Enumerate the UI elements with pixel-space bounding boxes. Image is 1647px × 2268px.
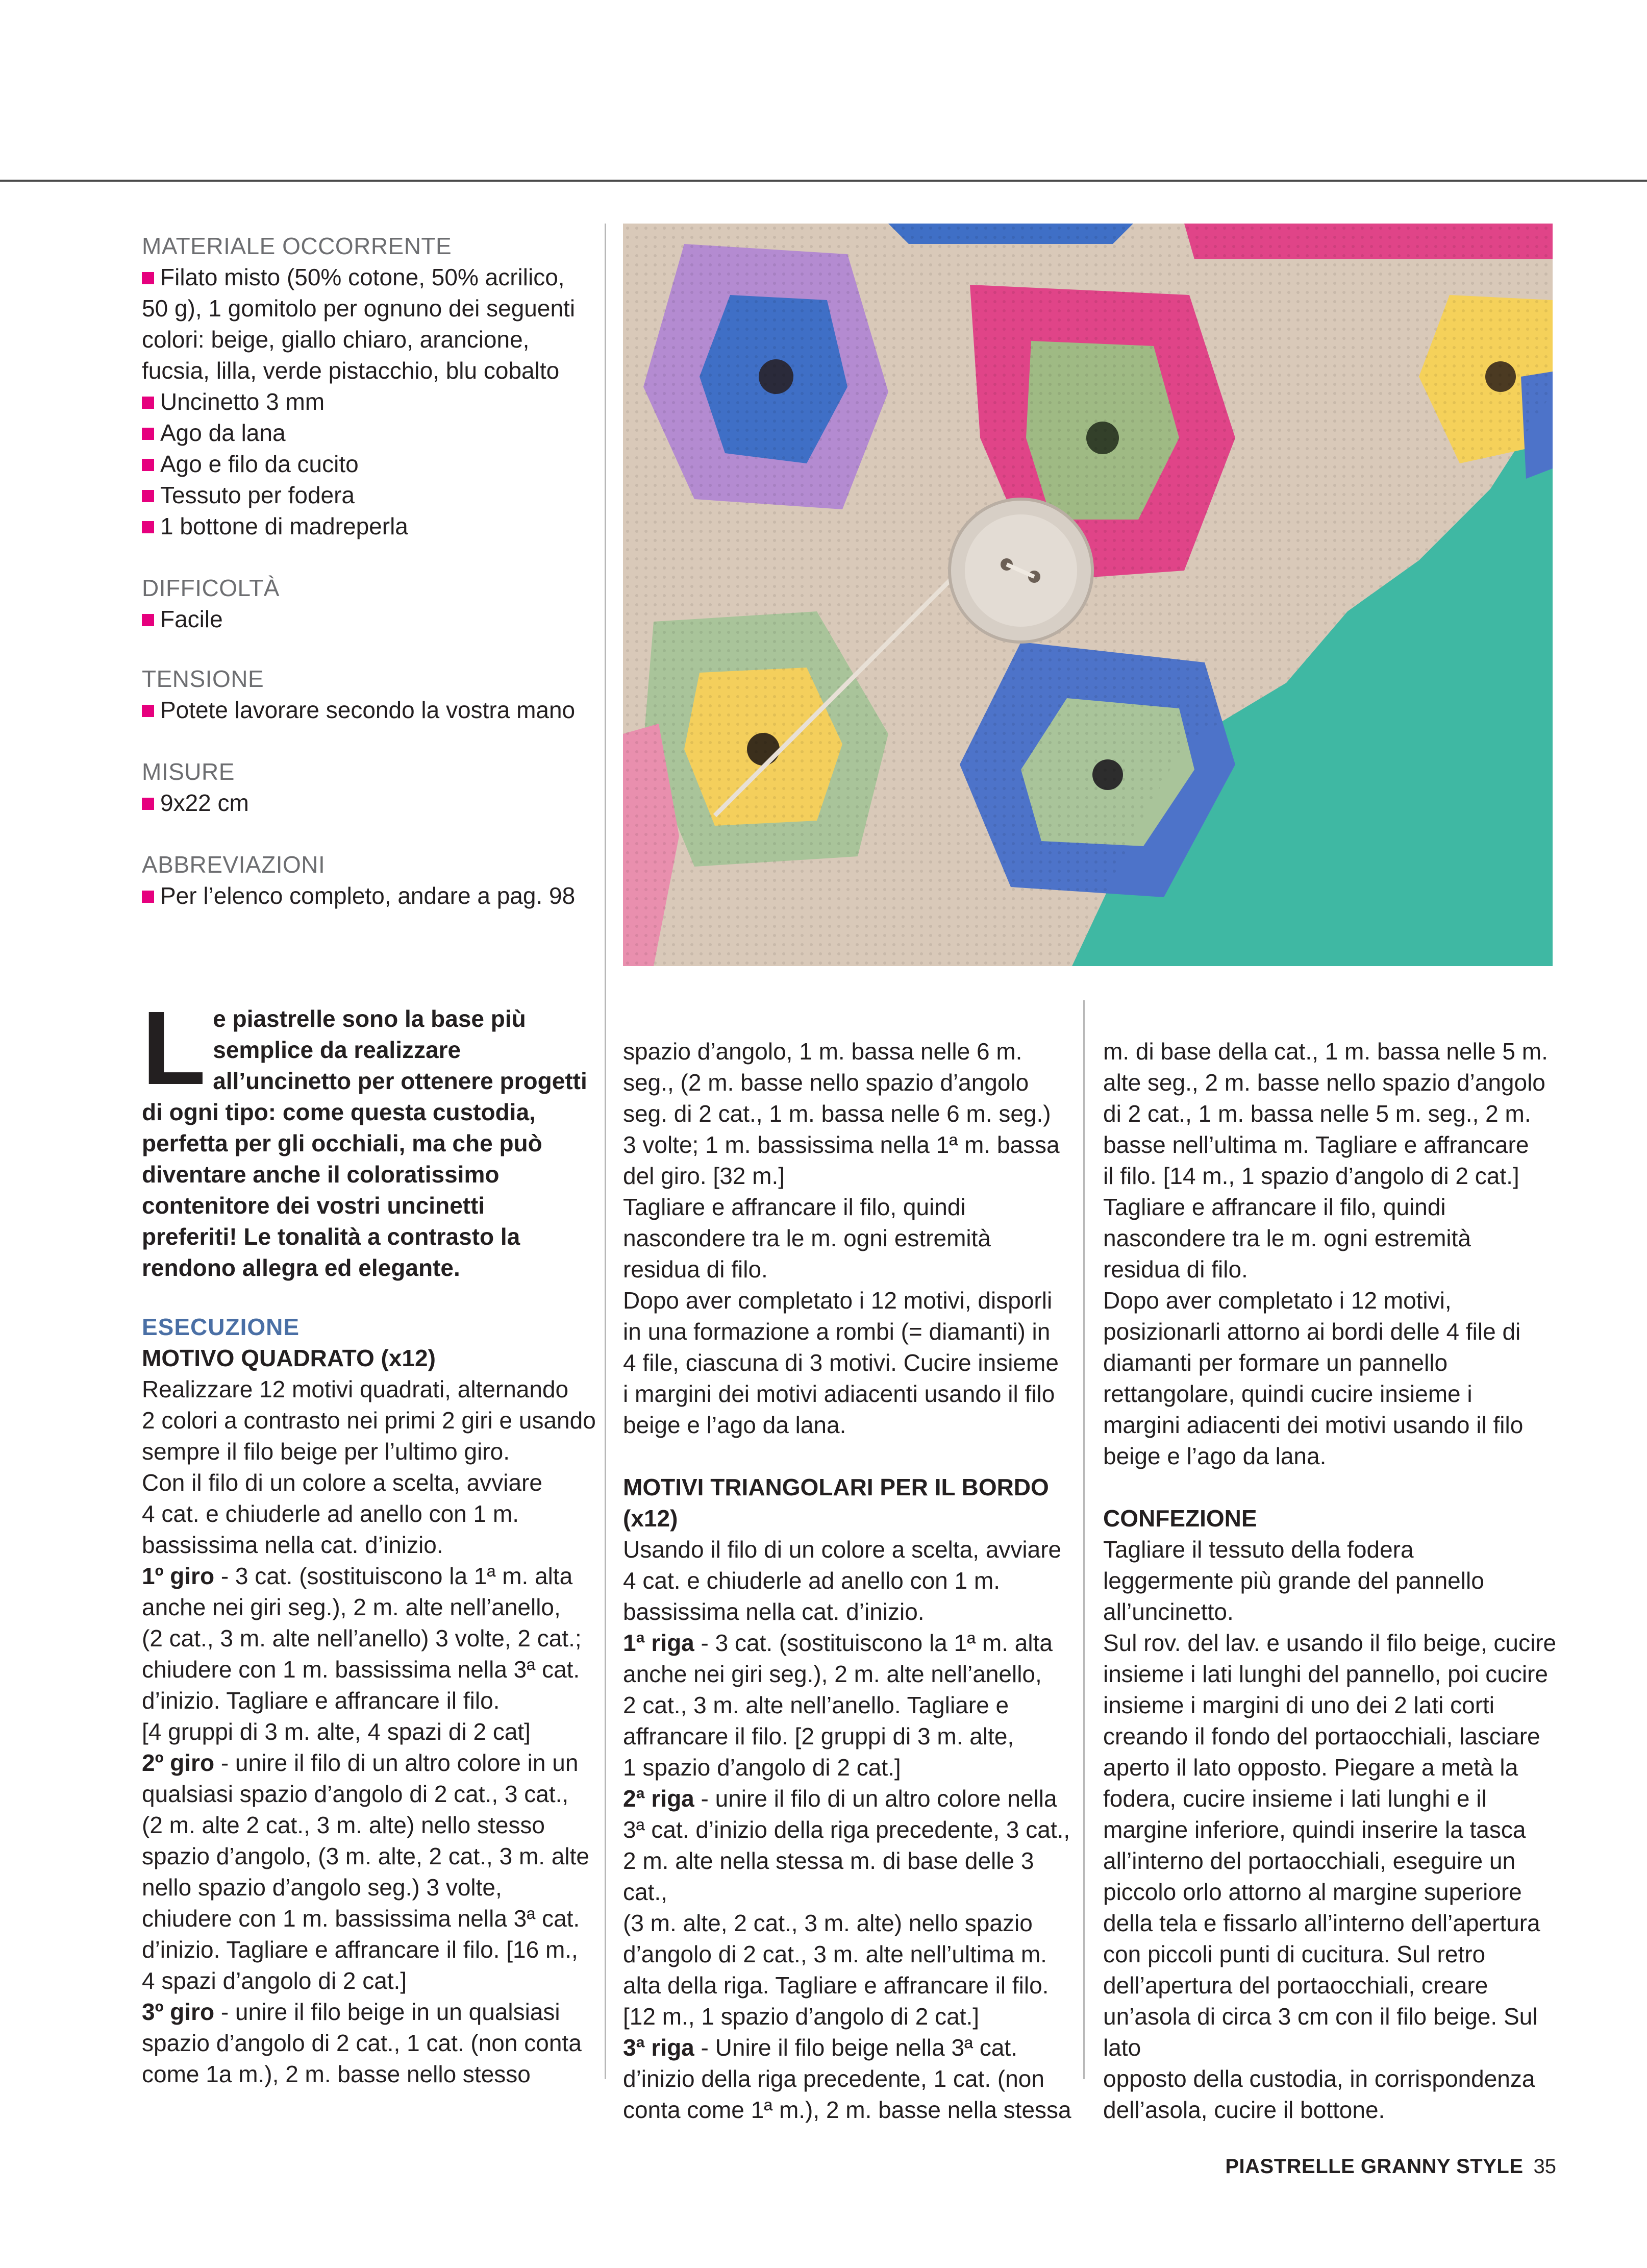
text-line: leggermente più grande del pannello [1103,1567,1484,1594]
abbreviations-heading: ABBREVIAZIONI [142,851,326,878]
bullet-icon [142,272,154,284]
text-line: beige e l’ago da lana. [1103,1443,1327,1469]
text-line: bassissima nella cat. d’inizio. [623,1598,925,1625]
crochet-photo-icon [623,224,1553,966]
text-line: piccolo orlo attorno al margine superiore [1103,1879,1522,1905]
sizes-heading: MISURE [142,758,235,785]
text-line: nello spazio d’angolo seg.) 3 volte, [142,1874,502,1901]
text-line: spazio d’angolo, 1 m. bassa nelle 6 m. [623,1038,1022,1065]
top-rule [0,180,1647,182]
text-line: Con il filo di un colore a scelta, avviare [142,1469,542,1496]
text-line: della tela e fissarlo all’interno dell’apertura [1103,1910,1540,1936]
bullet-icon [142,428,154,440]
bullet-icon [142,798,154,810]
text-line: chiudere con 1 m. bassissima nella 3ª cat. [142,1905,580,1932]
text-line: aperto il lato opposto. Piegare a metà la [1103,1754,1518,1781]
spacer [142,726,596,756]
row-label: 1ª riga [623,1630,694,1656]
crochet-glasses-case-photo [623,224,1553,966]
text-line: all’interno del portaocchiali, eseguire un [1103,1847,1516,1874]
bullet-icon [142,459,154,471]
text-line: insieme i margini di uno dei 2 lati corti [1103,1692,1495,1718]
text-line: posizionarli attorno ai bordi delle 4 file di [1103,1318,1521,1345]
text-line: Usando il filo di un colore a scelta, avviare [623,1536,1062,1563]
page-number: 35 [1533,2155,1556,2178]
text-line: beige e l’ago da lana. [623,1412,846,1438]
text-line: creando il fondo del portaocchiali, lasciare [1103,1723,1540,1749]
text-line: affrancare il filo. [2 gruppi di 3 m. alte, [623,1723,1014,1749]
text-line: all’uncinetto. [1103,1598,1234,1625]
text-line: anche nei giri seg.), 2 m. alte nell’anello, [623,1661,1042,1687]
text-line: d’inizio della riga precedente, 1 cat. (non [623,2065,1044,2092]
section-heading-esecuzione: ESECUZIONE [142,1314,300,1340]
difficulty-value: Facile [142,604,596,635]
footer-title: PIASTRELLE GRANNY STYLE [1225,2155,1524,2178]
materials-item: Tessuto per fodera [142,480,596,511]
text-line: sempre il filo beige per l’ultimo giro. [142,1438,510,1465]
text-line: [4 gruppi di 3 m. alte, 4 spazi di 2 cat] [142,1718,531,1745]
materials-item: 50 g), 1 gomitolo per ognuno dei seguenti [142,295,576,322]
text-line: alte seg., 2 m. basse nello spazio d’angolo [1103,1069,1545,1096]
title-motivi-triangolari-count: (x12) [623,1505,678,1532]
text-line: Tagliare e affrancare il filo, quindi [1103,1194,1446,1220]
abbreviations-value: Per l’elenco completo, andare a pag. 98 [142,880,596,911]
title-motivo-quadrato: MOTIVO QUADRATO (x12) [142,1345,436,1371]
bullet-icon [142,521,154,533]
intro-paragraph [142,990,596,1284]
page-footer [1225,2154,1556,2179]
spacer [142,542,596,573]
materials-item: fucsia, lilla, verde pistacchio, blu cobalto [142,357,560,384]
title-motivi-triangolari: MOTIVI TRIANGOLARI PER IL BORDO [623,1474,1049,1500]
bullet-icon [142,614,154,626]
materials-panel [142,231,596,911]
text-line: nascondere tra le m. ogni estremità [623,1225,991,1251]
intro-line: rendono allegra ed elegante. [142,1254,460,1281]
intro-line: diventare anche il coloratissimo [142,1161,500,1188]
text-line: in una formazione a rombi (= diamanti) in [623,1318,1051,1345]
bullet-icon [142,705,154,717]
intro-line: semplice da realizzare [213,1037,461,1063]
text-line: 1ª riga - 3 cat. (sostituiscono la 1ª m. alta [623,1630,1053,1656]
intro-line: di ogni tipo: come questa custodia, [142,1099,536,1125]
text-line: seg., (2 m. basse nello spazio d’angolo [623,1069,1029,1096]
materials-item: colori: beige, giallo chiaro, arancione, [142,326,530,353]
tension-value: Potete lavorare secondo la vostra mano [142,695,596,726]
column-3 [1103,1036,1557,2126]
text-line: bassissima nella cat. d’inizio. [142,1532,443,1558]
row-label: 2ª riga [623,1785,694,1812]
drop-cap: L [142,990,206,1106]
bullet-icon [142,397,154,409]
text-line: (3 m. alte, 2 cat., 3 m. alte) nello spazio [623,1910,1033,1936]
text-line: Sul rov. del lav. e usando il filo beige, cucire [1103,1630,1557,1656]
text-line: Tagliare il tessuto della fodera [1103,1536,1414,1563]
text-line: d’inizio. Tagliare e affrancare il filo. [142,1687,500,1714]
text-line: 3ª riga - Unire il filo beige nella 3ª cat. [623,2034,1017,2061]
text-line: spazio d’angolo, (3 m. alte, 2 cat., 3 m. alte [142,1843,590,1869]
text-line: seg. di 2 cat., 1 m. bassa nelle 6 m. seg.) [623,1100,1051,1127]
text-line: margine inferiore, quindi inserire la tasca [1103,1816,1526,1843]
text-line: 4 spazi d’angolo di 2 cat.] [142,1967,407,1994]
round-label: 2º giro [142,1749,215,1776]
text-line: 1º giro - 3 cat. (sostituiscono la 1ª m. alta [142,1563,573,1589]
materials-item: Ago e filo da cucito [142,449,596,480]
text-line: d’inizio. Tagliare e affrancare il filo. [16 m., [142,1936,578,1963]
text-line: anche nei giri seg.), 2 m. alte nell’anello, [142,1594,561,1620]
text-line: 2 cat., 3 m. alte nell’anello. Tagliare e [623,1692,1009,1718]
tension-heading: TENSIONE [142,665,264,692]
spacer [1103,1472,1557,1503]
spacer [623,1441,1077,1472]
text-line: dell’asola, cucire il bottone. [1103,2097,1385,2123]
text-line: margini adiacenti dei motivi usando il filo [1103,1412,1524,1438]
round-label: 3º giro [142,1999,215,2025]
bullet-icon [142,891,154,903]
text-line: 4 cat. e chiuderle ad anello con 1 m. [623,1567,1001,1594]
text-line: fodera, cucire insieme i lati lunghi e il [1103,1785,1487,1812]
column-2 [623,1036,1077,2126]
intro-line: contenitore dei vostri uncinetti [142,1192,485,1219]
spacer [142,635,596,663]
text-line: 2º giro - unire il filo di un altro colore in un [142,1749,579,1776]
column-divider-1 [605,224,606,2079]
text-line: un’asola di circa 3 cm con il filo beige. Sul lato [1103,2003,1538,2061]
text-line: 4 cat. e chiuderle ad anello con 1 m. [142,1500,519,1527]
text-line: 2 colori a contrasto nei primi 2 giri e usando [142,1407,596,1434]
text-line: il filo. [14 m., 1 spazio d’angolo di 2 cat.] [1103,1163,1519,1189]
text-line: Dopo aver completato i 12 motivi, [1103,1287,1452,1314]
intro-line: e piastrelle sono la base più [213,1005,526,1032]
intro-line: perfetta per gli occhiali, ma che può [142,1130,542,1156]
title-confezione: CONFEZIONE [1103,1505,1257,1532]
text-line: residua di filo. [623,1256,768,1283]
text-line: alta della riga. Tagliare e affrancare il filo. [623,1972,1049,1999]
text-line: opposto della custodia, in corrispondenza [1103,2065,1535,2092]
text-line: (2 cat., 3 m. alte nell’anello) 3 volte, 2 cat.; [142,1625,582,1651]
round-label: 1º giro [142,1563,215,1589]
text-line: dell’apertura del portaocchiali, creare [1103,1972,1488,1999]
row-label: 3ª riga [623,2034,694,2061]
bullet-icon [142,490,154,502]
text-line: 4 file, ciascuna di 3 motivi. Cucire insieme [623,1349,1059,1376]
intro-line: preferiti! Le tonalità a contrasto la [142,1223,520,1250]
text-line: del giro. [32 m.] [623,1163,785,1189]
text-line: 3º giro - unire il filo beige in un qualsiasi [142,1999,560,2025]
materials-heading: MATERIALE OCCORRENTE [142,233,452,259]
materials-item: Filato misto (50% cotone, 50% acrilico, [142,262,596,293]
text-line: chiudere con 1 m. bassissima nella 3ª cat. [142,1656,580,1683]
text-line: 3 volte; 1 m. bassissima nella 1ª m. bassa [623,1131,1060,1158]
text-line: 3ª cat. d’inizio della riga precedente, 3 cat., [623,1816,1070,1843]
sizes-value: 9x22 cm [142,787,596,819]
text-line: Tagliare e affrancare il filo, quindi [623,1194,966,1220]
text-line: insieme i lati lunghi del pannello, poi cucire [1103,1661,1548,1687]
text-line: rettangolare, quindi cucire insieme i [1103,1380,1473,1407]
text-line: come 1a m.), 2 m. basse nello stesso [142,2061,531,2087]
column-1 [142,1312,596,2090]
text-line: m. di base della cat., 1 m. bassa nelle 5 m. [1103,1038,1548,1065]
difficulty-heading: DIFFICOLTÀ [142,575,280,601]
text-line: con piccoli punti di cucitura. Sul retro [1103,1941,1486,1967]
text-line: diamanti per formare un pannello [1103,1349,1448,1376]
text-line: 1 spazio d’angolo di 2 cat.] [623,1754,901,1781]
text-line: di 2 cat., 1 m. bassa nelle 5 m. seg., 2 m. [1103,1100,1531,1127]
text-line: residua di filo. [1103,1256,1248,1283]
text-line: Realizzare 12 motivi quadrati, alternando [142,1376,569,1402]
text-line: spazio d’angolo di 2 cat., 1 cat. (non conta [142,2030,582,2056]
text-line: 2 m. alte nella stessa m. di base delle 3 cat., [623,1847,1034,1905]
text-line: conta come 1ª m.), 2 m. basse nella stessa [623,2097,1071,2123]
column-divider-2 [1083,1000,1085,2079]
materials-item: 1 bottone di madreperla [142,511,596,542]
text-line: 2ª riga - unire il filo di un altro colore nella [623,1785,1057,1812]
materials-item: Uncinetto 3 mm [142,386,596,417]
spacer [142,819,596,849]
text-line: d’angolo di 2 cat., 3 m. alte nell’ultima m. [623,1941,1047,1967]
text-line: qualsiasi spazio d’angolo di 2 cat., 3 cat., [142,1781,569,1807]
text-line: Dopo aver completato i 12 motivi, disporli [623,1287,1053,1314]
text-line: i margini dei motivi adiacenti usando il filo [623,1380,1055,1407]
text-line: [12 m., 1 spazio d’angolo di 2 cat.] [623,2003,980,2030]
text-line: basse nell’ultima m. Tagliare e affrancare [1103,1131,1529,1158]
text-line: (2 m. alte 2 cat., 3 m. alte) nello stesso [142,1812,545,1838]
intro-line: all’uncinetto per ottenere progetti [213,1068,587,1094]
materials-item: Ago da lana [142,417,596,449]
text-line: nascondere tra le m. ogni estremità [1103,1225,1471,1251]
